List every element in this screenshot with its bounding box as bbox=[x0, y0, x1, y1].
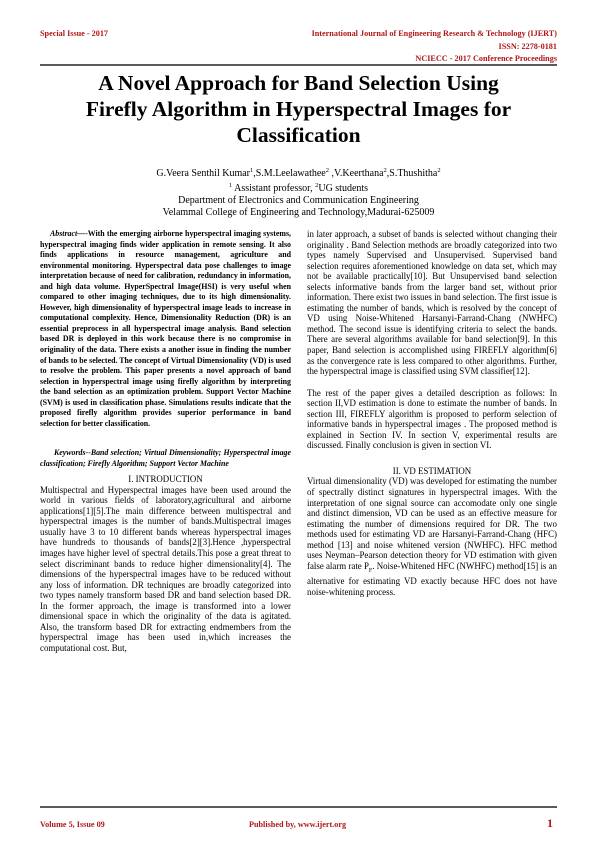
department: Department of Electronics and Communication Engineering bbox=[178, 195, 419, 206]
introduction-text: Multispectral and Hyperspectral images have been used around the world in various fields of laboratory,agricultural and airborne applications[1][5].The main difference between multispectral and hyperspectral images is the number of bands.Multispectral images usually have 3 to 10 different bands whereas hyperspectral images have hundreds to thousands of bands[2][3].Hence ,hyperspectral images have higher level of spectral details.This pose a great threat to select discriminant bands to reduce higher dimensionality[4]. The dimensions of the hyperspectral images have to be reduced without any loss of information. DR techniques are broadly categorized into two types namely transform based DR and band selection based DR. In the former approach, the image is transformed into a lower dimensional space in which the originality of the data is agitated. Also, the transform based DR for extracting endmembers from the hyperspectral image has been used in,which increases the computational cost. But, bbox=[40, 484, 291, 653]
title-line: Firefly Algorithm in Hyperspectral Images for bbox=[85, 97, 512, 121]
keywords: Keywords--Band selection; Virtual Dimensionality; Hyperspectral image classification; Firefly Algorithm; Support Vector Machine bbox=[40, 448, 291, 468]
right-column bbox=[307, 229, 557, 597]
title-line: A Novel Approach for Band Selection Using bbox=[98, 71, 499, 95]
section-heading-introduction: I. INTRODUCTION bbox=[128, 474, 203, 485]
author-block bbox=[40, 165, 557, 219]
author-names: G.Veera Senthil Kumar$^1$,S.M.Leelawathee$^2$ ,V.Keerthana$^2$,S.Thushitha$^2$ bbox=[156, 167, 441, 179]
journal-name: International Journal of Engineering Research & Technology (IJERT) bbox=[311, 29, 557, 38]
abstract: Abstract—-With the emerging airborne hyperspectral imaging systems, hyperspectral imaging finds wider application in remote sensing. It also finds applications in resource management, agriculture and environmental monitoring. Hyperspectral data pose challenges to image interpretation because of need for calibration, redundancy in information, and high data volume. HyperSpectral Image(HSI) is very useful when compared to other imaging techniques, due to its high dimensionality. However, high dimensionality of hyperspectral image leads to increase in computational complexity. Hence, Dimensionality Reduction (DR) is an essential preprocess in all hyperspectral image analysis. Band selection based DR is deployed in this work because there is no compromise in originality of the data. There exists a another issue in finding the number of bands to be selected. The concept of Virtual Dimensionality (VD) is used to resolve the problem. This paper presents a novel approach of band selection in hyperspectral image using firefly algorithm by interpreting the band selection as an optimization problem. Support Vector Machine (SVM) is used in classification phase. Simulations results indicate that the proposed firefly algorithm provides superior performance in band selection for better classification. bbox=[40, 229, 291, 428]
header-rule bbox=[40, 64, 557, 66]
author: G.Veera Senthil Kumar bbox=[156, 168, 250, 179]
introduction-continued: in later approach, a subset of bands is selected without changing their originality . Band Selection methods are broadly categorized into two types namely Supervised and Unsupervised. Supervised band selection requires aforementioned knowledge on data set, which may not be available practically[10]. But Unsupervised band selection selects informative bands from the larger band set, without prior information. There exist two issues in band selection. The first issue is estimating the number of bands, which is resolved by the concept of VD using Noise-Whitened Harsanyi-Farrand-Chang (NWHFC) method. The second issue is identifying criteria to select the bands. There are several algorithms available for band selection[9]. In this paper, Band selection is accomplished using FIREFLY algorithm[6] as the convergence rate is less compared to other algorithms. Further, the hyperspectral image is classified using SVM classifier[12]. bbox=[307, 229, 557, 377]
issn: ISSN: 2278-0181 bbox=[498, 42, 557, 51]
paper-title bbox=[40, 70, 557, 148]
page-number: 1 bbox=[547, 816, 553, 830]
volume-issue: Volume 5, Issue 09 bbox=[40, 820, 105, 829]
section-heading-vd-estimation: II. VD ESTIMATION bbox=[392, 465, 472, 476]
author: V.Keerthana bbox=[333, 168, 384, 179]
conference-name: NCIECC - 2017 Conference Proceedings bbox=[415, 54, 557, 63]
paper-organization: The rest of the paper gives a detailed description as follows: In section II,VD estimation is done to estimate the number of bands. In section III, FIREFLY algorithm is proposed to perform selection of informative bands in hyperspectral images . The proposed method is explained in Section IV. In section V, experimental results are discussed. Finally conclusion is given in section VI. bbox=[307, 387, 557, 451]
vd-estimation-text: Virtual dimensionality (VD) was developed for estimating the number of spectrally distinct signatures in hyperspectral images. With the interpretation of one signal source can accomodate only one single and distinct dimension, VD can be used as an effective measure for estimating the number of dimensions required for DR. The two methods used for estimating VD are Harsanyi-Farrand-Chang (HFC) method [13] and noise whitened version (NWHFC). HFC method uses Neyman–Pearson detection theory for VD estimation with given false alarm rate $P_F$. Noise-Whitened HFC (NWHFC) method[15] is an alternative for estimating VD exactly because HFC does not have noise-whitening process. bbox=[307, 476, 557, 597]
title-line: Classification bbox=[236, 123, 361, 147]
publisher-link[interactable]: Published by, www.ijert.org bbox=[248, 820, 347, 829]
special-issue-label: Special Issue - 2017 bbox=[40, 29, 109, 38]
author: S.Thushitha bbox=[389, 168, 438, 179]
left-column bbox=[40, 229, 291, 654]
footer-rule bbox=[40, 806, 557, 808]
college: Velammal College of Engineering and Technology,Madurai-625009 bbox=[162, 207, 435, 218]
author: S.M.Leelawathee bbox=[255, 168, 326, 179]
affiliation-roles: $^1$ Assistant professor, $^2$UG students bbox=[228, 182, 369, 194]
